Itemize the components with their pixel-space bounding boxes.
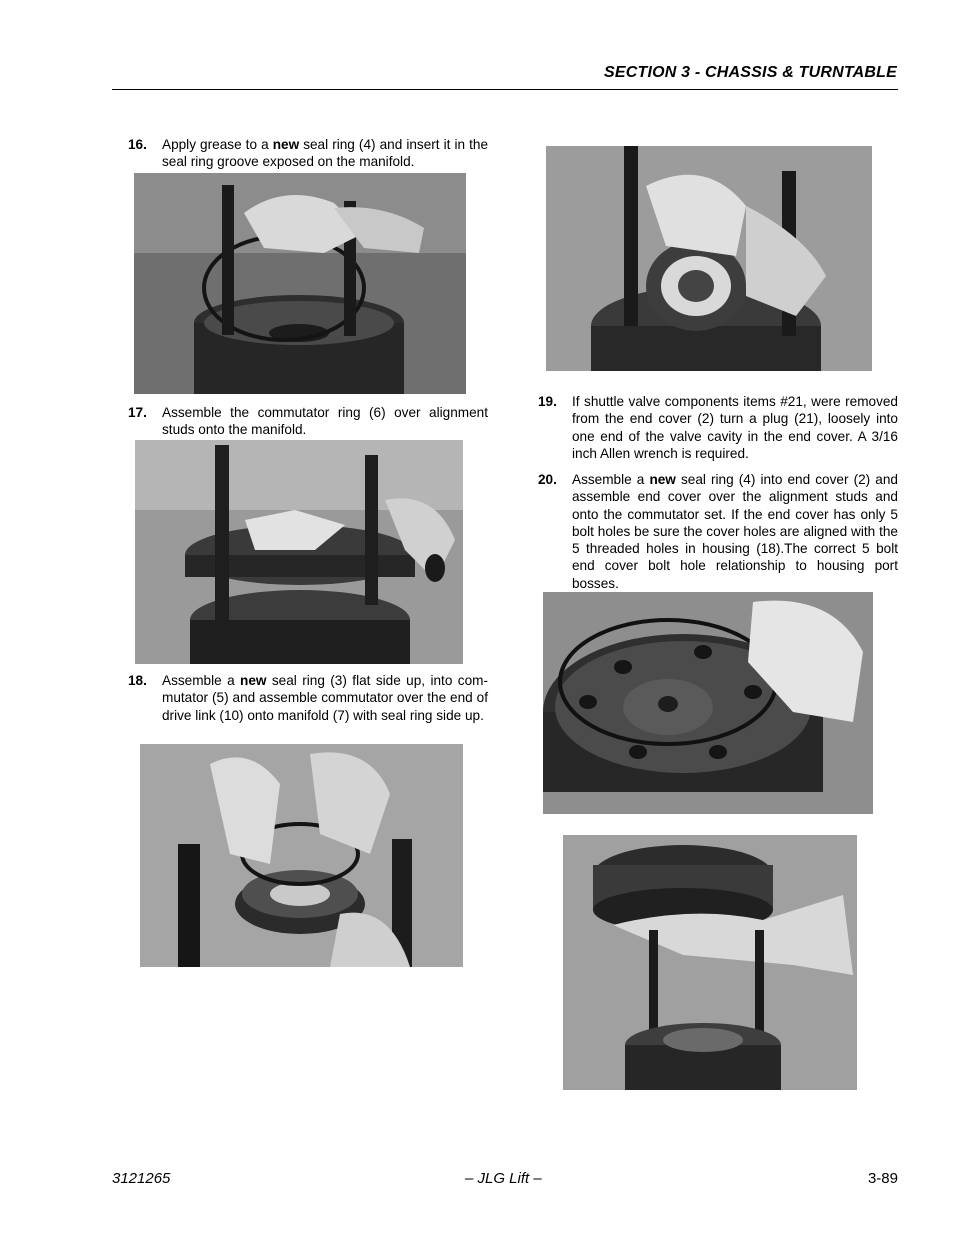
step-number: 19. [538, 394, 557, 409]
step-text: Assemble a new seal ring (3) flat side up, into commutator (5) and assemble commutator over the end of drive link (10) onto manifold (7) with seal ring side up. [162, 673, 488, 723]
step-20 [538, 471, 898, 592]
page-number: 3-89 [867, 1170, 898, 1187]
photo-commutator-seal [140, 744, 463, 967]
step-number: 20. [538, 472, 557, 487]
section-title: SECTION 3 - CHASSIS & TURNTABLE [603, 64, 897, 81]
publisher-name: – JLG Lift – [465, 1170, 542, 1187]
step-number: 17. [128, 405, 147, 420]
step-17 [128, 404, 488, 439]
photo-end-cover-seal [543, 592, 873, 814]
step-text: Assemble a new seal ring (4) into end cover (2) and assemble end cover over the alignment studs and onto the commutator set. If the end cover has only 5 bolt holes be sure the cover holes are aligned with the 5 threaded holes in housing (18).The correct 5 bolt end cover bolt hole relationship to housing port bosses. [572, 472, 898, 591]
step-text: If shuttle valve components items #21, were removed from the end cover (2) turn a plug (21), loosely into one end of the valve cavity in the end cover. A 3/16 inch Allen wrench is required. [572, 394, 898, 461]
photo-valve-assembly [546, 146, 872, 371]
photo-seal-ring-manifold [134, 173, 466, 394]
document-number: 3121265 [112, 1170, 171, 1187]
step-16 [128, 136, 488, 171]
step-19 [538, 393, 898, 462]
step-number: 18. [128, 673, 147, 688]
photo-commutator-ring [135, 440, 463, 664]
step-18 [128, 672, 488, 724]
header-divider [112, 89, 898, 90]
step-text: Assemble the commutator ring (6) over alignment studs onto the manifold. [162, 405, 488, 438]
step-number: 16. [128, 137, 147, 152]
photo-end-cover-install [563, 835, 857, 1090]
step-text: Apply grease to a new seal ring (4) and insert it in the seal ring groove exposed on the manifold. [162, 137, 488, 170]
